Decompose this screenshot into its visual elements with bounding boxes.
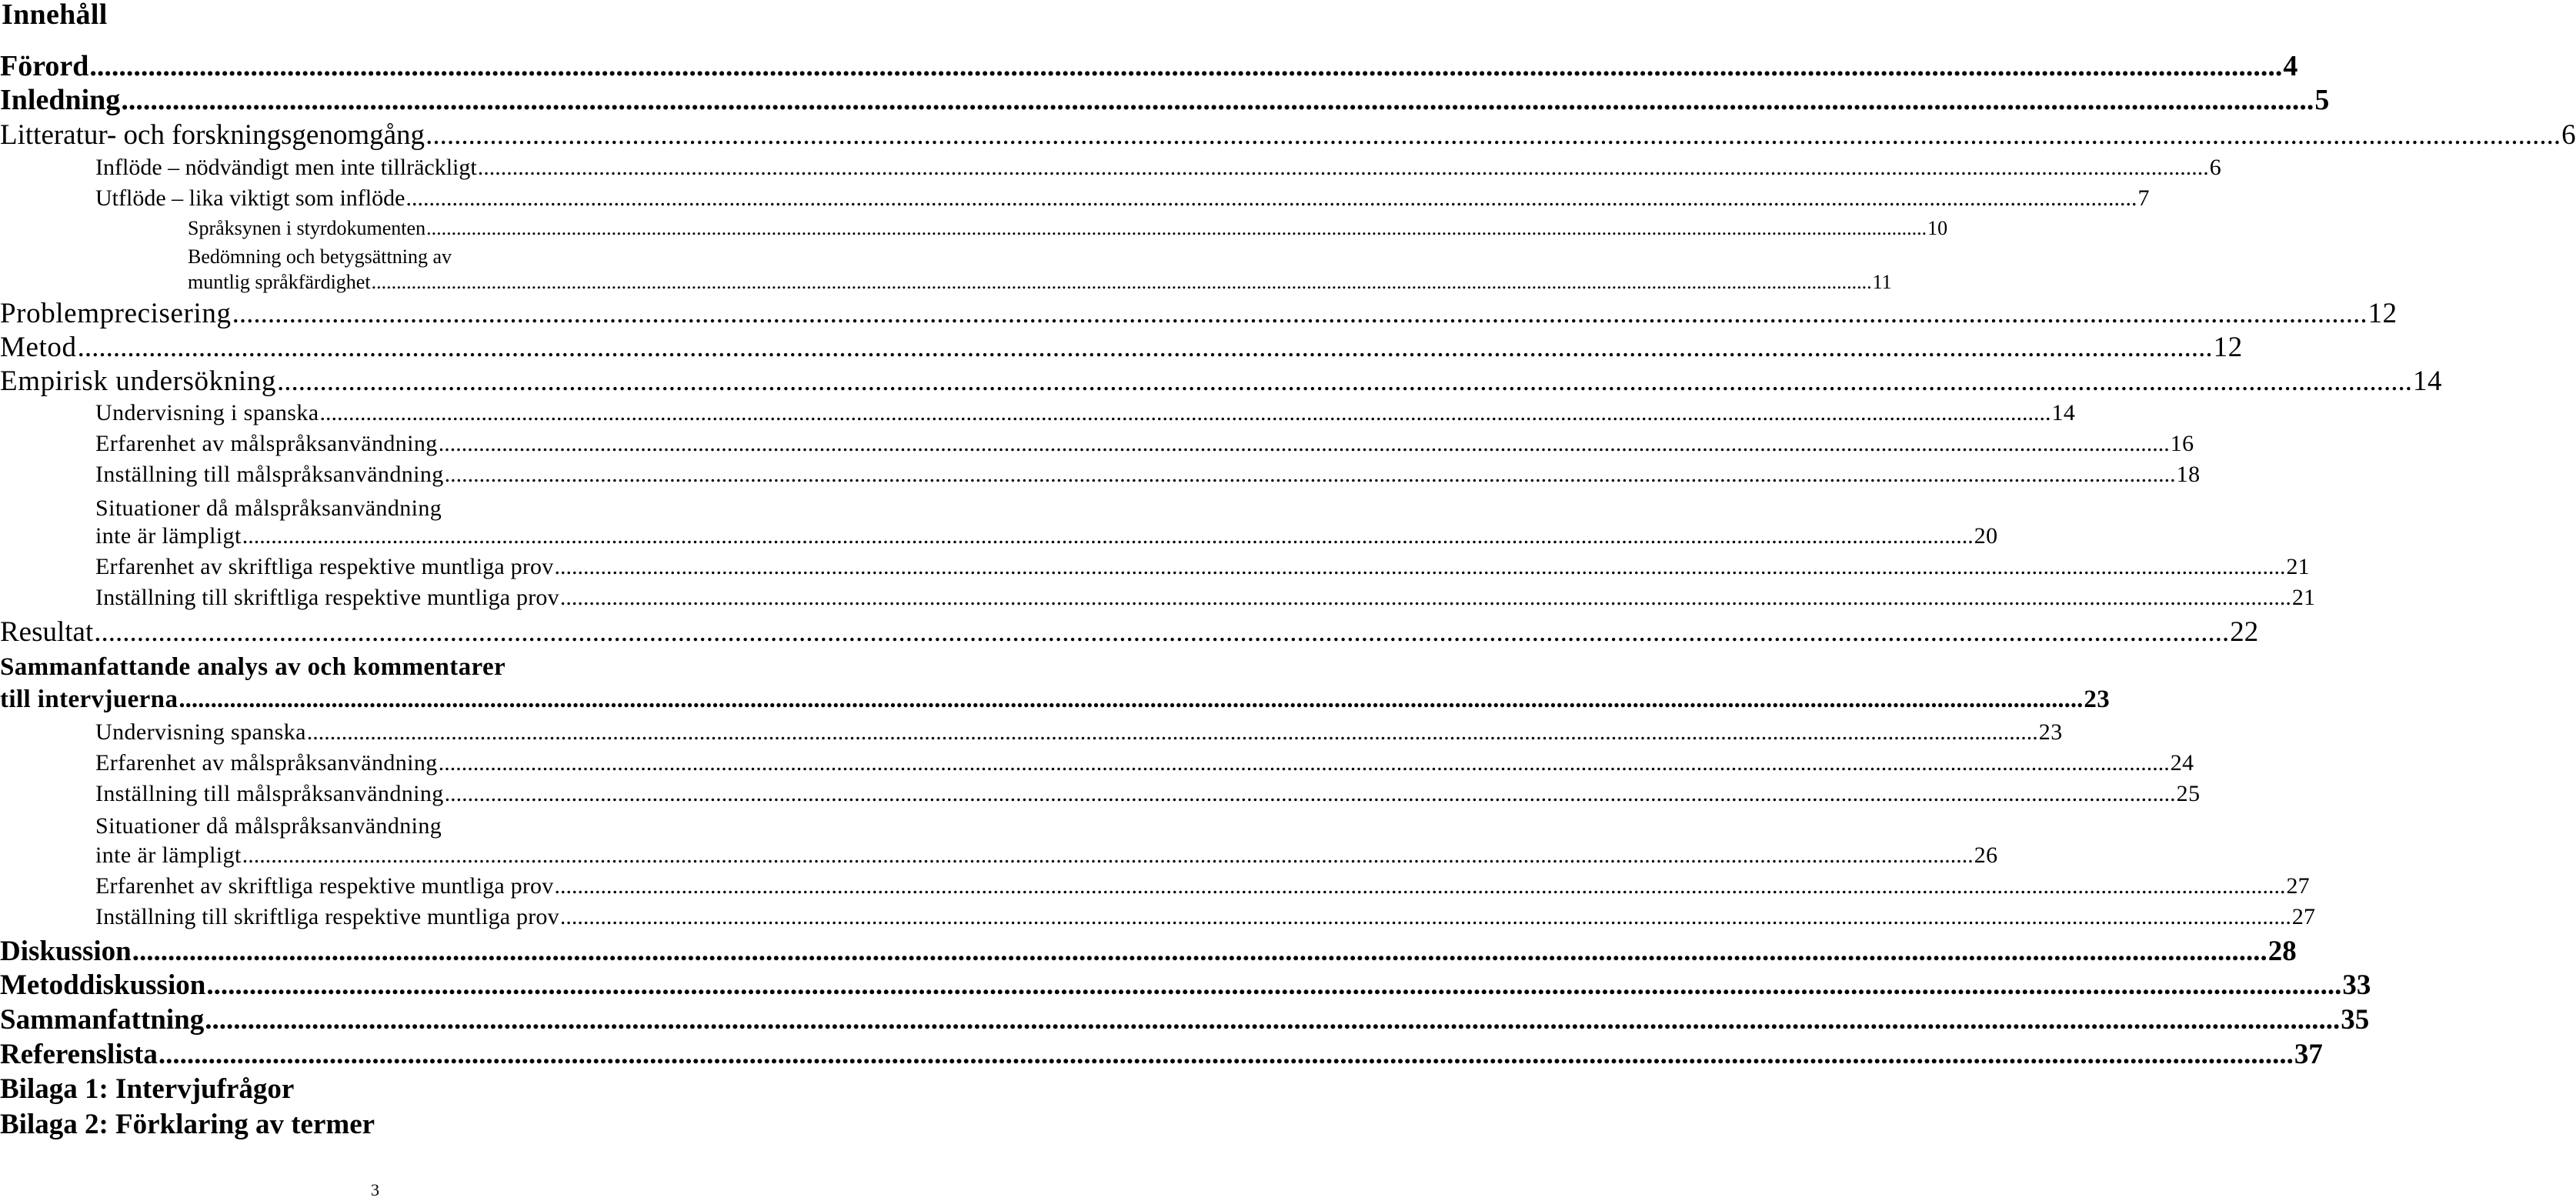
- toc-leader-dots: ............................................................................................................................................................................................................................................................................................................: [559, 585, 2291, 610]
- toc-leader-dots: ............................................................................................................................................................................................................................................................................................................: [121, 84, 2314, 116]
- toc-entry-label: Erfarenhet av målspråksanvändning: [95, 431, 438, 456]
- toc-leader-dots: ............................................................................................................................................................................................................................................................................................................: [242, 523, 1974, 549]
- toc-entry-forord[interactable]: [0, 49, 2298, 85]
- page-number: 3: [371, 1180, 379, 1199]
- toc-entry-page: 27: [2291, 904, 2316, 929]
- toc-leader-dots: ............................................................................................................................................................................................................................................................................................................: [554, 554, 2286, 579]
- toc-entry-page: 23: [2084, 686, 2111, 713]
- toc-leader-dots: ............................................................................................................................................................................................................................................................................................................: [205, 1004, 2341, 1036]
- toc-entry-label: Erfarenhet av skriftliga respektive muntliga prov: [95, 554, 554, 579]
- toc-entry-label: Inledning: [0, 84, 121, 116]
- toc-leader-dots: ............................................................................................................................................................................................................................................................................................................: [426, 217, 1927, 239]
- toc-entry-e-situationer[interactable]: [0, 523, 1998, 552]
- toc-leader-dots: ............................................................................................................................................................................................................................................................................................................: [405, 185, 2137, 211]
- toc-entry-e-undervisning[interactable]: [0, 400, 2076, 429]
- toc-leader-dots: ............................................................................................................................................................................................................................................................................................................: [371, 271, 1872, 293]
- toc-entry-e-inst-prov[interactable]: [0, 585, 2316, 614]
- toc-entry-r-erfarenhet[interactable]: [0, 750, 2194, 779]
- toc-entry-label: inte är lämpligt: [95, 842, 242, 868]
- toc-entry-label: Undervisning spanska: [95, 719, 306, 745]
- toc-entry-page: 12: [2367, 298, 2397, 329]
- toc-entry-page: 28: [2267, 936, 2297, 967]
- toc-entry-page: 16: [2170, 431, 2194, 456]
- toc-entry-label: Förord: [0, 50, 89, 82]
- toc-entry-label: Problemprecisering: [0, 298, 232, 329]
- toc-entry-label: Sammanfattning: [0, 1004, 205, 1036]
- toc-entry-inledning[interactable]: [0, 83, 2330, 118]
- toc-entry-empirisk[interactable]: [0, 365, 2443, 399]
- toc-leader-dots: ............................................................................................................................................................................................................................................................................................................: [179, 686, 2084, 713]
- toc-entry-r-undervisning[interactable]: [0, 719, 2063, 749]
- toc-leader-dots: ............................................................................................................................................................................................................................................................................................................: [554, 873, 2286, 899]
- toc-entry-page: 5: [2314, 84, 2330, 116]
- toc-leader-dots: ............................................................................................................................................................................................................................................................................................................: [158, 1039, 2294, 1070]
- toc-entry-page: 25: [2176, 781, 2201, 806]
- toc-entry-label: inte är lämpligt: [95, 523, 242, 549]
- toc-leader-dots: ............................................................................................................................................................................................................................................................................................................: [438, 750, 2170, 776]
- toc-entry-label: Undervisning i spanska: [95, 400, 319, 425]
- toc-entry-label: muntlig språkfärdighet: [188, 271, 371, 293]
- toc-leader-dots: ............................................................................................................................................................................................................................................................................................................: [438, 431, 2170, 456]
- toc-entry-page: 37: [2294, 1039, 2323, 1070]
- toc-entry-page: 22: [2230, 616, 2259, 648]
- toc-entry-label: Inställning till skriftliga respektive muntliga prov: [95, 904, 559, 929]
- toc-entry-sprak[interactable]: [0, 217, 1948, 242]
- toc-entry-e-erfarenhet[interactable]: [0, 431, 2194, 460]
- toc-entry-r-erf-prov[interactable]: [0, 873, 2310, 902]
- toc-leader-dots: ............................................................................................................................................................................................................................................................................................................: [444, 781, 2176, 806]
- toc-entry-page: 6: [2209, 155, 2221, 180]
- toc-entry-bedomning-line1[interactable]: Bedömning och betygsättning av: [188, 245, 452, 268]
- toc-leader-dots: ............................................................................................................................................................................................................................................................................................................: [206, 969, 2342, 1001]
- toc-entry-label: Metoddiskussion: [0, 969, 206, 1001]
- toc-entry-page: 21: [2291, 585, 2316, 610]
- toc-entry-litteratur[interactable]: [0, 118, 2576, 152]
- toc-entry-metoddiskussion[interactable]: [0, 969, 2371, 1003]
- toc-entry-page: 24: [2170, 750, 2194, 776]
- toc-entry-page: 26: [1974, 842, 1998, 868]
- toc-entry-page: 4: [2283, 50, 2298, 82]
- toc-leader-dots: ............................................................................................................................................................................................................................................................................................................: [306, 719, 2038, 745]
- toc-entry-r-installning[interactable]: [0, 781, 2201, 810]
- toc-entry-page: 6: [2561, 119, 2576, 151]
- toc-entry-label: Utflöde – lika viktigt som inflöde: [95, 185, 405, 211]
- toc-entry-label: Inflöde – nödvändigt men inte tillräckligt: [95, 155, 477, 180]
- toc-entry-page: 27: [2286, 873, 2310, 899]
- toc-entry-r-inst-prov[interactable]: [0, 904, 2316, 933]
- toc-leader-dots: ............................................................................................................................................................................................................................................................................................................: [444, 462, 2176, 487]
- toc-entry-utflode[interactable]: [0, 185, 2150, 213]
- toc-leader-dots: ............................................................................................................................................................................................................................................................................................................: [425, 119, 2561, 151]
- toc-entry-page: 7: [2137, 185, 2150, 211]
- toc-entry-e-situationer-line1[interactable]: Situationer då målspråksanvändning: [95, 495, 442, 521]
- toc-entry-label: Empirisk undersökning: [0, 365, 276, 397]
- toc-entry-label: Inställning till målspråksanvändning: [95, 462, 444, 487]
- toc-entry-label: till intervjuerna: [0, 686, 179, 713]
- toc-entry-inflode[interactable]: [0, 155, 2221, 182]
- toc-entry-label: Resultat: [0, 616, 94, 648]
- toc-leader-dots: ............................................................................................................................................................................................................................................................................................................: [559, 904, 2291, 929]
- toc-leader-dots: ............................................................................................................................................................................................................................................................................................................: [77, 332, 2213, 363]
- toc-entry-label: Metod: [0, 332, 77, 363]
- toc-entry-sammanfattning[interactable]: [0, 1003, 2370, 1037]
- toc-entry-diskussion[interactable]: [0, 935, 2297, 969]
- toc-entry-e-installning[interactable]: [0, 462, 2201, 491]
- toc-entry-metod[interactable]: [0, 331, 2243, 365]
- toc-entry-label: Diskussion: [0, 936, 132, 967]
- toc-entry-sammanfattande-line1[interactable]: Sammanfattande analys av och kommentarer: [0, 653, 506, 681]
- toc-entry-page: 33: [2342, 969, 2371, 1001]
- toc-entry-page: 23: [2038, 719, 2063, 745]
- toc-entry-bilaga1[interactable]: Bilaga 1: Intervjufrågor: [0, 1073, 295, 1105]
- toc-entry-referenslista[interactable]: [0, 1038, 2323, 1072]
- toc-entry-page: 21: [2286, 554, 2310, 579]
- toc-entry-page: 11: [1872, 271, 1892, 293]
- toc-leader-dots: ............................................................................................................................................................................................................................................................................................................: [132, 936, 2267, 967]
- toc-entry-page: 14: [2051, 400, 2076, 425]
- toc-entry-bilaga2[interactable]: Bilaga 2: Förklaring av termer: [0, 1109, 375, 1140]
- toc-entry-e-erf-prov[interactable]: [0, 554, 2310, 583]
- toc-leader-dots: ............................................................................................................................................................................................................................................................................................................: [242, 842, 1974, 868]
- toc-leader-dots: ............................................................................................................................................................................................................................................................................................................: [477, 155, 2209, 180]
- toc-entry-label: Språksynen i styrdokumenten: [188, 217, 426, 239]
- toc-leader-dots: ............................................................................................................................................................................................................................................................................................................: [232, 298, 2367, 329]
- toc-entry-label: Erfarenhet av skriftliga respektive muntliga prov: [95, 873, 554, 899]
- toc-entry-label: Inställning till skriftliga respektive muntliga prov: [95, 585, 559, 610]
- toc-entry-bedomning[interactable]: [0, 271, 1892, 295]
- toc-entry-label: Litteratur- och forskningsgenomgång: [0, 119, 425, 151]
- toc-entry-page: 10: [1927, 217, 1948, 239]
- toc-entry-label: Inställning till målspråksanvändning: [95, 781, 444, 806]
- toc-entry-page: 14: [2412, 365, 2443, 397]
- toc-entry-problem[interactable]: [0, 297, 2397, 331]
- page-title: Innehåll: [2, 0, 108, 31]
- toc-entry-r-situationer-line1[interactable]: Situationer då målspråksanvändning: [95, 813, 442, 839]
- toc-entry-label: Referenslista: [0, 1039, 158, 1070]
- toc-entry-label: Erfarenhet av målspråksanvändning: [95, 750, 438, 776]
- toc-entry-resultat[interactable]: [0, 616, 2259, 649]
- toc-leader-dots: ............................................................................................................................................................................................................................................................................................................: [89, 50, 2283, 82]
- toc-entry-page: 18: [2176, 462, 2201, 487]
- toc-leader-dots: ............................................................................................................................................................................................................................................................................................................: [94, 616, 2230, 648]
- toc-entry-page: 12: [2213, 332, 2243, 363]
- toc-leader-dots: ............................................................................................................................................................................................................................................................................................................: [319, 400, 2051, 425]
- toc-entry-sammanfattande[interactable]: [0, 686, 2111, 719]
- toc-entry-page: 35: [2341, 1004, 2370, 1036]
- toc-leader-dots: ............................................................................................................................................................................................................................................................................................................: [276, 365, 2412, 397]
- toc-entry-page: 20: [1974, 523, 1998, 549]
- toc-entry-r-situationer[interactable]: [0, 842, 1998, 872]
